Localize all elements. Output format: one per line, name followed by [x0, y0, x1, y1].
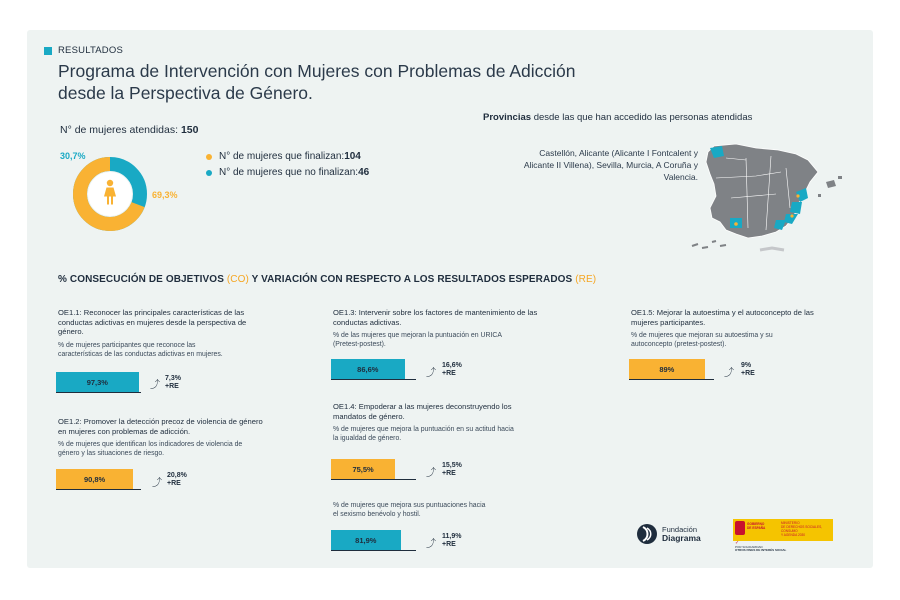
- oe12-variation-re: +RE: [167, 480, 181, 487]
- checkmark-icon: ✓: [735, 540, 740, 546]
- oe11-variation-re: +RE: [165, 383, 179, 390]
- logo-text-line2: Diagrama: [662, 533, 701, 543]
- oe15-indicator-line2: autoconcepto (pretest-postest).: [631, 341, 727, 348]
- objective-card-oe14: [333, 402, 578, 443]
- government-logo: [733, 519, 833, 553]
- oe15-axis: [629, 379, 714, 380]
- oe11-title-line3: género.: [58, 327, 84, 336]
- legend-finish-dot: [206, 154, 212, 160]
- ministry-text-line3: Y AGENDA 2030: [781, 533, 806, 537]
- oe15-indicator-line1: % de mujeres que mejoran su autoestima y su: [631, 332, 773, 339]
- canary-islands: [692, 241, 726, 248]
- attended-value: 150: [180, 124, 199, 136]
- logo-text-line1: Fundación: [662, 525, 698, 534]
- oe15-trend-icon: ⤴: [724, 368, 734, 379]
- oe14b-bar-label: 81,9%: [355, 535, 377, 545]
- provinces-title: [483, 112, 752, 123]
- oe11-bar-label: 97,3%: [86, 377, 108, 387]
- oe13-title-line2: conductas adictivas.: [333, 317, 402, 327]
- oe15-bar-group: [629, 359, 714, 380]
- oe12-bar-label: 90,8%: [83, 474, 106, 484]
- oe11-indicator-line1: % de mujeres participantes que reconoce las: [58, 341, 196, 349]
- objective-card-oe11: [58, 308, 303, 359]
- provinces-list-line2: Alicante II Villena), Sevilla, Murcia, A Coruña y: [523, 160, 698, 170]
- oe13-indicator-line1: % de las mujeres que mejoran la puntuación en URICA: [333, 332, 502, 339]
- oe11-title-line2: conductas adictivas en mujeres desde la perspectiva de: [58, 317, 247, 327]
- provinces-list-line3: Valencia.: [663, 172, 698, 182]
- valencia-highlight: [790, 202, 802, 214]
- castellon-point: [796, 194, 799, 197]
- balearic-islands: [818, 176, 842, 197]
- oe14-title-line1: OE1.4: Empoderar a las mujeres deconstruyendo los: [333, 402, 512, 411]
- heading-co: (CO): [226, 274, 249, 285]
- legend-no-finish-label: N° de mujeres que no finalizan:: [219, 167, 359, 178]
- objective-card-oe15: [631, 308, 861, 349]
- legend-finish: [206, 151, 361, 162]
- ministry-text: [781, 521, 833, 537]
- ministry-text-line1: MINISTERIO: [781, 521, 800, 525]
- objective-card-oe12: [58, 417, 303, 458]
- completion-donut: [72, 156, 148, 232]
- page-title-line2: desde la Perspectiva de Género.: [58, 83, 313, 103]
- diagrama-logo-icon: [636, 523, 658, 545]
- oe14b-variation: [442, 533, 461, 549]
- oe12-variation: [167, 472, 187, 488]
- irpf-logo: [735, 542, 786, 553]
- government-text: [747, 522, 765, 530]
- oe14b-trend-icon: ⤴: [426, 539, 436, 550]
- oe11-variation: [165, 375, 181, 391]
- oe14b-bar-group: [331, 530, 416, 551]
- provinces-list: [470, 147, 698, 183]
- gov-text-line1: GOBIERNO: [747, 522, 765, 526]
- oe14-variation-value: 15,5%: [442, 462, 462, 469]
- irpf-text-line2: OTROS FINES DE INTERÉS SOCIAL: [735, 548, 787, 553]
- attended-stat: [60, 124, 198, 136]
- oe12-variation-value: 20,8%: [167, 472, 187, 479]
- oe12-title-line1: OE1.2: Promover la detección precoz de violencia de género: [58, 417, 263, 426]
- ministry-text-line2: DE DERECHOS SOCIALES, CONSUMO: [781, 525, 823, 533]
- oe12-axis: [56, 489, 141, 490]
- legend-finish-label: N° de mujeres que finalizan:: [219, 151, 345, 162]
- oe12-bar: [56, 469, 133, 489]
- oe13-bar-label: 86,6%: [357, 364, 379, 374]
- heading-part1: % CONSECUCIÓN DE OBJETIVOS: [58, 274, 227, 285]
- oe15-variation-value: 9%: [741, 362, 752, 369]
- oe14-title-line2: mandatos de género.: [333, 411, 405, 421]
- oe11-bar: [56, 372, 139, 392]
- section-marker: [44, 47, 52, 55]
- oe11-axis: [56, 392, 141, 393]
- oe14b-variation-re: +RE: [442, 541, 456, 548]
- heading-part2: Y VARIACIÓN CON RESPECTO A LOS RESULTADOS ESPERADOS: [248, 274, 576, 285]
- oe14-variation: [442, 462, 462, 478]
- oe14-indicator-line1: % de mujeres que mejora la puntuación en su actitud hacia: [333, 426, 514, 433]
- oe14-trend-icon: ⤴: [426, 468, 436, 479]
- oe13-trend-icon: ⤴: [426, 368, 436, 379]
- oe15-bar: [629, 359, 705, 379]
- gov-text-line2: DE ESPAÑA: [747, 526, 766, 530]
- oe14b-variation-value: 11,9%: [442, 533, 462, 540]
- results-tag: RESULTADOS: [58, 45, 123, 56]
- oe13-variation-value: 16,6%: [442, 362, 462, 369]
- oe12-bar-group: [56, 469, 141, 490]
- oe13-variation-re: +RE: [442, 370, 456, 377]
- objective-card-oe13: [333, 308, 578, 349]
- oe14b-indicator-line1: % de mujeres que mejora sus puntuaciones hacia: [333, 502, 486, 509]
- oe14-bar: [331, 459, 395, 479]
- oe14-axis: [331, 479, 416, 480]
- oe13-bar-group: [331, 359, 416, 380]
- oe13-axis: [331, 379, 416, 380]
- oe11-trend-icon: ⤴: [150, 380, 160, 391]
- oe13-variation: [442, 362, 462, 378]
- provinces-title-bold: Provincias: [483, 112, 532, 123]
- objective-card-oe14b: [333, 501, 578, 519]
- africa-coast: [760, 248, 784, 250]
- provinces-title-rest: desde las que han accedido las personas atendidas: [531, 112, 753, 123]
- oe11-indicator-line2: características de las conductas adictivas en mujeres.: [58, 350, 223, 358]
- pct-no-finish: 30,7%: [60, 151, 86, 161]
- alicante-point: [790, 214, 793, 217]
- spain-map: [686, 138, 858, 262]
- oe14-bar-group: [331, 459, 416, 480]
- attended-label: N° de mujeres atendidas:: [60, 124, 181, 136]
- legend-finish-value: 104: [344, 151, 361, 162]
- oe12-trend-icon: ⤴: [152, 478, 162, 489]
- oe12-indicator-line2: género y las situaciones de riesgo.: [58, 450, 165, 457]
- oe14-bar-label: 75,5%: [352, 464, 374, 474]
- heading-re: (RE): [575, 274, 597, 285]
- legend-no-finish: [206, 167, 369, 178]
- legend-no-finish-dot: [206, 170, 212, 176]
- oe15-variation-re: +RE: [741, 370, 755, 377]
- page-title-line1: Programa de Intervención con Mujeres con Problemas de Adicción: [58, 61, 576, 81]
- oe13-bar: [331, 359, 405, 379]
- oe13-indicator-line2: (Pretest-postest).: [333, 341, 386, 348]
- coat-of-arms: [735, 521, 745, 535]
- pct-finish: 69,3%: [152, 190, 178, 200]
- oe14b-bar: [331, 530, 401, 550]
- oe15-bar-label: 89%: [659, 364, 675, 374]
- oe11-variation-value: 7,3%: [165, 375, 181, 382]
- oe15-variation: [741, 362, 755, 378]
- oe11-title-line1: OE1.1: Reconocer las principales características de las: [58, 308, 245, 317]
- oe14-variation-re: +RE: [442, 470, 456, 477]
- oe14b-indicator-line2: el sexismo benévolo y hostil.: [333, 511, 421, 518]
- irpf-text-line1: POR SOLIDARIDAD: [735, 544, 763, 549]
- oe15-title-line2: mujeres participantes.: [631, 317, 706, 327]
- provinces-list-line1: Castellón, Alicante (Alicante I Fontcalent y: [539, 148, 698, 158]
- oe13-title-line1: OE1.3: Intervenir sobre los factores de mantenimiento de las: [333, 308, 538, 317]
- oe14b-axis: [331, 550, 416, 551]
- objectives-heading: [58, 274, 596, 285]
- fundacion-diagrama-logo: [636, 523, 701, 545]
- sevilla-point: [734, 222, 738, 226]
- legend-no-finish-value: 46: [358, 167, 370, 178]
- oe12-title-line2: en mujeres con problemas de adicción.: [58, 426, 191, 436]
- oe14-indicator-line2: la igualdad de género.: [333, 435, 402, 442]
- oe12-indicator-line1: % de mujeres que identifican los indicadores de violencia de: [58, 441, 243, 448]
- oe11-bar-group: [56, 372, 141, 393]
- oe15-title-line1: OE1.5: Mejorar la autoestima y el autoconcepto de las: [631, 308, 814, 317]
